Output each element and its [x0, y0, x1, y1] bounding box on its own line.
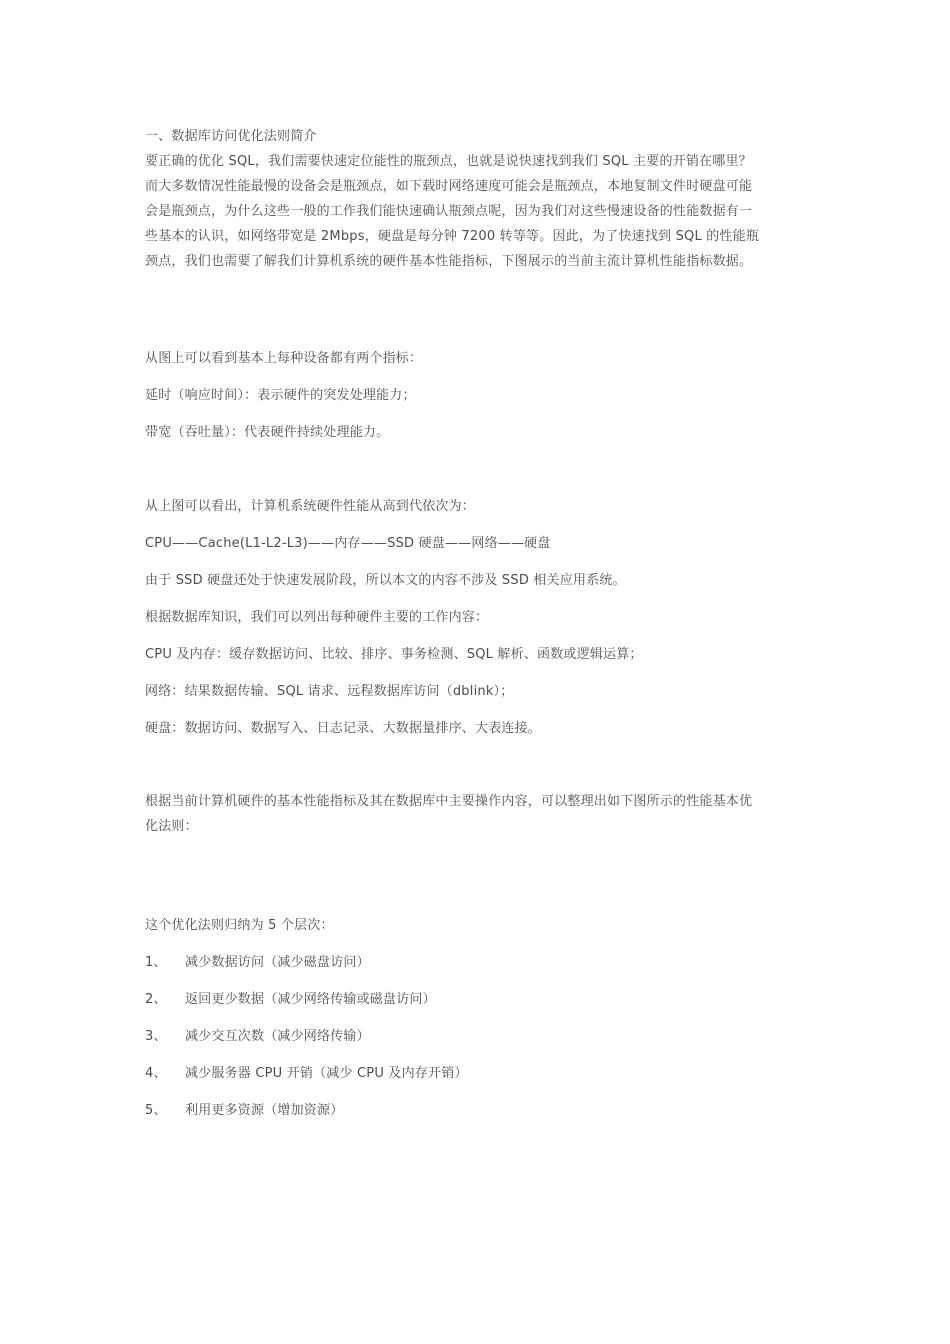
- list-item: [145, 1024, 370, 1049]
- paragraph: CPU——Cache(L1-L2-L3)——内存——SSD 硬盘——网络——硬盘: [145, 536, 551, 551]
- list-text: 减少服务器 CPU 开销（减少 CPU 及内存开销）: [185, 1066, 468, 1081]
- list-text: 减少交互次数（减少网络传输）: [185, 1029, 370, 1044]
- paragraph: 从上图可以看出，计算机系统硬件性能从高到代依次为：: [145, 499, 476, 514]
- paragraph: CPU 及内存：缓存数据访问、比较、排序、事务检测、SQL 解析、函数或逻辑运算；: [145, 647, 643, 662]
- paragraph-line: 会是瓶颈点，为什么这些一般的工作我们能快速确认瓶颈点呢，因为我们对这些慢速设备的性能数据有一: [145, 204, 753, 219]
- paragraph-line: 化法则：: [145, 819, 198, 834]
- paragraph: 带宽（吞吐量）：代表硬件持续处理能力。: [145, 425, 390, 440]
- paragraph: 网络：结果数据传输、SQL 请求、远程数据库访问（dblink）；: [145, 684, 514, 699]
- paragraph-line: 些基本的认识，如网络带宽是 2Mbps，硬盘是每分钟 7200 转等等。因此，为了快速找到 SQL 的性能瓶: [145, 229, 760, 244]
- paragraph-line: 根据当前计算机硬件的基本性能指标及其在数据库中主要操作内容，可以整理出如下图所示的性能基本优: [145, 794, 753, 809]
- list-number: 1、: [145, 955, 167, 970]
- list-item: [145, 950, 370, 975]
- paragraph: 延时（响应时间）：表示硬件的突发处理能力；: [145, 388, 416, 403]
- list-item: [145, 1098, 343, 1123]
- paragraph-line: 颈点，我们也需要了解我们计算机系统的硬件基本性能指标，下图展示的当前主流计算机性能指标数据。: [145, 254, 753, 269]
- list-text: 利用更多资源（增加资源）: [185, 1103, 344, 1118]
- paragraph-line: 要正确的优化 SQL，我们需要快速定位能性的瓶颈点，也就是说快速找到我们 SQL 主要的开销在哪里？: [145, 154, 752, 169]
- intro-section: [145, 124, 810, 274]
- paragraph: 由于 SSD 硬盘还处于快速发展阶段，所以本文的内容不涉及 SSD 相关应用系统。: [145, 573, 626, 588]
- list-item: [145, 987, 436, 1012]
- list-number: 2、: [145, 992, 167, 1007]
- paragraph: 根据数据库知识，我们可以列出每种硬件主要的工作内容：: [145, 610, 489, 625]
- list-intro: 这个优化法则归纳为 5 个层次：: [145, 918, 334, 933]
- section-heading: 一、数据库访问优化法则简介: [145, 129, 317, 144]
- list-item: [145, 1061, 468, 1086]
- paragraph: 从图上可以看到基本上每种设备都有两个指标：: [145, 351, 423, 366]
- list-number: 3、: [145, 1029, 167, 1044]
- list-text: 返回更少数据（减少网络传输或磁盘访问）: [185, 992, 436, 1007]
- paragraph-line: 而大多数情况性能最慢的设备会是瓶颈点，如下载时网络速度可能会是瓶颈点，本地复制文件时硬盘可能: [145, 179, 753, 194]
- list-number: 4、: [145, 1066, 167, 1081]
- paragraph: 硬盘：数据访问、数据写入、日志记录、大数据量排序、大表连接。: [145, 721, 542, 736]
- list-text: 减少数据访问（减少磁盘访问）: [185, 955, 370, 970]
- conclusion-paragraph: [145, 789, 810, 839]
- list-number: 5、: [145, 1103, 167, 1118]
